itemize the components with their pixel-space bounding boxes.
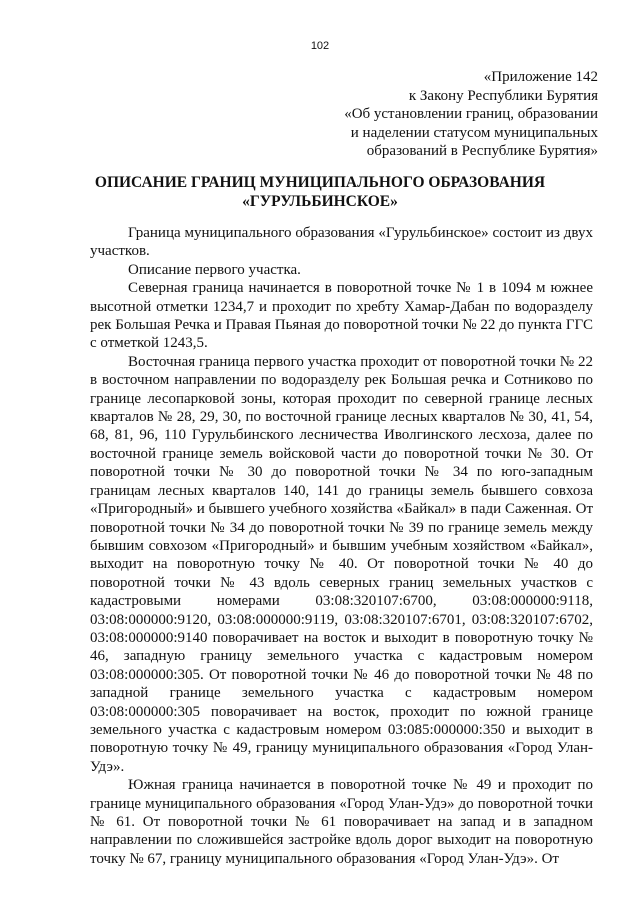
title-line: ОПИСАНИЕ ГРАНИЦ МУНИЦИПАЛЬНОГО ОБРАЗОВАНИЯ	[94, 174, 546, 191]
paragraph: Описание первого участка.	[128, 261, 301, 278]
document-title	[40, 174, 600, 211]
page-number: 102	[310, 40, 330, 52]
annex-line: и наделении статусом муниципальных	[350, 124, 598, 141]
annex-line: «Приложение 142	[483, 69, 598, 85]
paragraph: Восточная граница первого участка проходит от поворотной точки № 22 в восточном направлении по водоразделу рек Большая речка и Сотниково по границе лесопарковой зоны, которая проходит по северной границе лесных кварталов № 28, 29, 30, по восточной границе лесных кварталов № 30, 41, 54, 68, 81, 96, 110 Гурульбинского лесничества Иволгинского лесхоза, далее по восточной границе земель войсковой части до поворотной точки № 30. От поворотной точки № 30 до поворотной точки № 34 по юго-западным границам лесных кварталов 140, 141 до границы земель бывшего совхоза «Пригородный» и бывшего учебного хозяйства «Байкал» в пади Саженная. От поворотной точки № 34 до поворотной точки № 39 по границе земель между бывшим совхозом «Пригородный» и бывшим учебным хозяйством «Байкал», выходит на поворотную точку № 40. От поворотной точки № 40 до поворотной точки № 43 вдоль северных границ земельных участков с кадастровыми номерами 03:08:320107:6700, 03:08:000000:9118, 03:08:000000:9120, 03:08:000000:9119, 03:08:320107:6701, 03:08:320107:6702, 03:08:000000:9140 поворачивает на восток и выходит в поворотную точку № 46, западную границу земельного участка с кадастровым номером 03:08:000000:305. От поворотной точки № 46 до поворотной точки № 48 по западной границе земельного участка с кадастровым номером 03:08:000000:305 поворачивает на восток, проходит по южной границе земельного участка с кадастровым номером 03:085:000000:350 и выходит в поворотную точку № 49, границу муниципального образования «Город Улан-Удэ».	[90, 353, 593, 775]
title-line: «ГУРУЛЬБИНСКОЕ»	[242, 192, 398, 210]
paragraph: Граница муниципального образования «Гурульбинское» состоит из двух участков.	[90, 225, 593, 260]
annex-line: к Закону Республики Бурятия	[408, 87, 598, 104]
annex-header	[298, 68, 598, 161]
paragraph: Северная граница начинается в поворотной точке № 1 в 1094 м южнее высотной отметки 1234,7 и проходит по хребту Хамар-Дабан по водоразделу рек Большая Речка и Правая Пьяная до поворотной точки № 22 до пункта ГГС с отметкой 1243,5.	[90, 280, 593, 352]
paragraph: Южная граница начинается в поворотной точке № 49 и проходит по границе муниципального образования «Город Улан-Удэ» до поворотной точки № 61. От поворотной точки № 61 поворачивает на запад и в западном направлении по сложившейся застройке вдоль дорог выходит на поворотную точку № 67, границу муниципального образования «Город Улан-Удэ». От	[90, 777, 593, 867]
annex-line: «Об установлении границ, образовании	[344, 106, 598, 123]
annex-line: образований в Республике Бурятия»	[366, 143, 598, 160]
document-body	[90, 224, 593, 868]
